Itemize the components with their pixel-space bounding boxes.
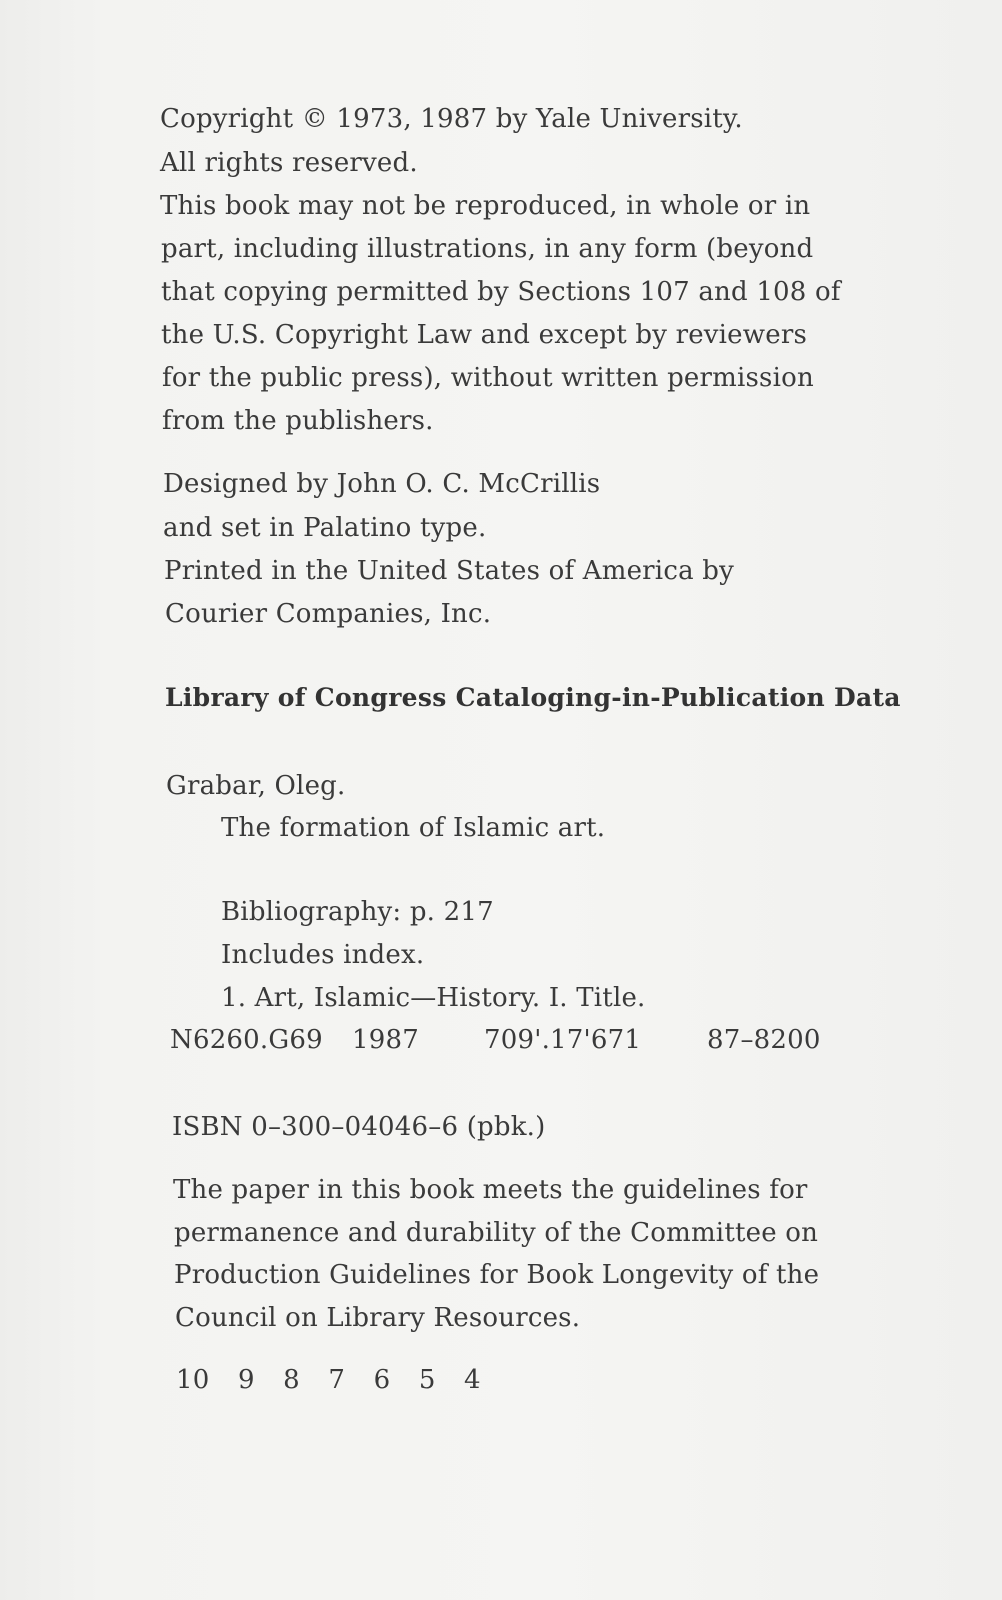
notice-line: that copying permitted by Sections 107 and 108 of xyxy=(161,277,841,307)
paper-note-line: Production Guidelines for Book Longevity of the xyxy=(174,1260,820,1290)
lccn: 87–8200 xyxy=(707,1025,821,1055)
notice-line: part, including illustrations, in any form (beyond xyxy=(161,234,814,264)
cip-author: Grabar, Oleg. xyxy=(166,771,346,801)
cip-subjects: 1. Art, Islamic—History. I. Title. xyxy=(221,983,646,1013)
print-key-number: 6 xyxy=(373,1365,391,1395)
paper-note-line: Council on Library Resources. xyxy=(175,1303,581,1333)
paper-note-line: The paper in this book meets the guidelines for xyxy=(173,1175,808,1205)
print-key-number: 4 xyxy=(464,1365,481,1395)
designer-line: Designed by John O. C. McCrillis xyxy=(163,469,601,499)
dewey-number: 709'.17'671 xyxy=(484,1025,642,1055)
notice-line: for the public press), without written permission xyxy=(162,363,814,393)
print-key-number: 8 xyxy=(283,1365,300,1395)
cip-heading: Library of Congress Cataloging-in-Publication Data xyxy=(165,683,901,712)
print-key-number: 5 xyxy=(418,1365,436,1395)
call-number: N6260.G69 xyxy=(170,1025,323,1055)
notice-line: This book may not be reproduced, in whole or in xyxy=(160,191,811,221)
print-key xyxy=(176,1364,501,1396)
cip-index-note: Includes index. xyxy=(221,940,425,970)
cip-bibliography: Bibliography: p. 217 xyxy=(221,897,494,927)
printer-name: Courier Companies, Inc. xyxy=(165,599,492,629)
notice-line: the U.S. Copyright Law and except by reviewers xyxy=(161,320,807,350)
cip-classification-row xyxy=(0,1024,1002,1056)
paper-note-line: permanence and durability of the Committee on xyxy=(174,1218,819,1248)
printer-line: Printed in the United States of America by xyxy=(164,556,734,586)
typeface-line: and set in Palatino type. xyxy=(163,513,487,543)
print-key-number: 9 xyxy=(237,1365,255,1395)
notice-line: from the publishers. xyxy=(162,406,434,436)
cip-title: The formation of Islamic art. xyxy=(221,813,606,843)
rights-reserved: All rights reserved. xyxy=(160,148,418,178)
copyright-line: Copyright © 1973, 1987 by Yale University. xyxy=(160,104,743,134)
print-key-number: 7 xyxy=(328,1365,346,1395)
isbn-line: ISBN 0–300–04046–6 (pbk.) xyxy=(172,1112,546,1142)
classification-year: 1987 xyxy=(352,1025,419,1055)
print-key-number: 10 xyxy=(176,1365,210,1395)
